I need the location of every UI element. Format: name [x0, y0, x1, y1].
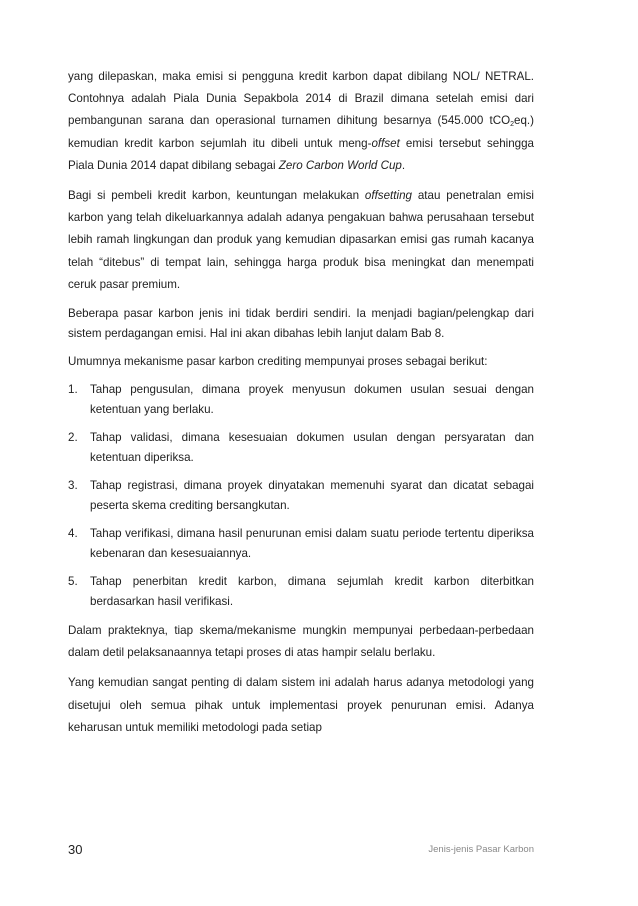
list-number: 2.: [68, 431, 78, 445]
paragraph-process-intro: Umumnya mekanisme pasar karbon crediting mempunyai proses sebagai berikut:: [68, 355, 488, 369]
list-number: 1.: [68, 383, 78, 397]
list-text: Tahap penerbitan kredit karbon, dimana sejumlah kredit karbon diterbitkan berdasarkan hasil verifikasi.: [90, 575, 534, 609]
paragraph-buyer-benefit: [68, 185, 534, 296]
text-span: eq.) kemudian kredit karbon sejumlah itu dibeli untuk meng-: [68, 114, 534, 150]
text-span: atau penetralan emisi karbon yang telah dikeluarkannya adalah adanya pengakuan bahwa perusahaan tersebut lebih ramah lingkungan dan produk yang kemudian dipasarkan emisi gas rumah kacanya telah “ditebus” di tempat lain, sehingga harga produk bisa meningkat dan menempati ceruk pasar premium.: [68, 189, 534, 291]
list-item: [68, 380, 534, 420]
paragraph-practice: Dalam prakteknya, tiap skema/mekanisme mungkin mempunyai perbedaan-perbedaan dalam detil pelaksanaannya tetapi proses di atas hampir selalu berlaku.: [68, 624, 534, 660]
list-number: 5.: [68, 575, 78, 589]
text-span: emisi tersebut sehingga Piala Dunia 2014 dapat dibilang sebagai: [68, 136, 535, 172]
list-item: [68, 428, 534, 468]
page-footer: [68, 842, 534, 860]
text-span: .: [401, 158, 406, 172]
list-number: 4.: [68, 527, 78, 541]
italic-term: offset: [371, 136, 400, 150]
italic-term: offsetting: [364, 189, 412, 203]
list-text: Tahap pengusulan, dimana proyek menyusun dokumen usulan sesuai dengan ketentuan yang berlaku.: [90, 383, 534, 417]
subscript: 2: [510, 121, 515, 129]
paragraph-world-cup: [68, 66, 534, 177]
text-span: yang dilepaskan, maka emisi si pengguna kredit karbon dapat dibilang NOL/ NETRAL. Contohnya adalah Piala Dunia Sepakbola 2014 di Brazil dimana setelah emisi dari pembangunan sarana dan operasional turnamen dihitung besarnya (545.000 tCO: [68, 70, 534, 128]
list-item: [68, 572, 534, 612]
list-text: Tahap registrasi, dimana proyek dinyatakan memenuhi syarat dan dicatat sebagai peserta skema crediting bersangkutan.: [90, 479, 534, 513]
list-item: [68, 476, 534, 516]
paragraph-market-types: Beberapa pasar karbon jenis ini tidak berdiri sendiri. Ia menjadi bagian/pelengkap dari sistem perdagangan emisi. Hal ini akan dibahas lebih lanjut dalam Bab 8.: [68, 307, 534, 341]
list-text: Tahap verifikasi, dimana hasil penurunan emisi dalam suatu periode tertentu diperiksa kebenaran dan kesesuaiannya.: [90, 527, 534, 561]
list-number: 3.: [68, 479, 78, 493]
running-title: Jenis-jenis Pasar Karbon: [428, 844, 534, 855]
list-item: [68, 524, 534, 564]
text-span: Bagi si pembeli kredit karbon, keuntungan melakukan: [68, 189, 365, 203]
list-text: Tahap validasi, dimana kesesuaian dokumen usulan dengan persyaratan dan ketentuan diperiksa.: [90, 431, 534, 465]
body-text: [68, 66, 534, 747]
page-number: 30: [68, 842, 83, 857]
process-steps-list: [68, 380, 534, 612]
paragraph-methodology: Yang kemudian sangat penting di dalam sistem ini adalah harus adanya metodologi yang disetujui oleh semua pihak untuk implementasi proyek penurunan emisi. Adanya keharusan untuk memiliki metodologi pada setiap: [68, 676, 534, 734]
italic-term: Zero Carbon World Cup: [278, 158, 402, 172]
